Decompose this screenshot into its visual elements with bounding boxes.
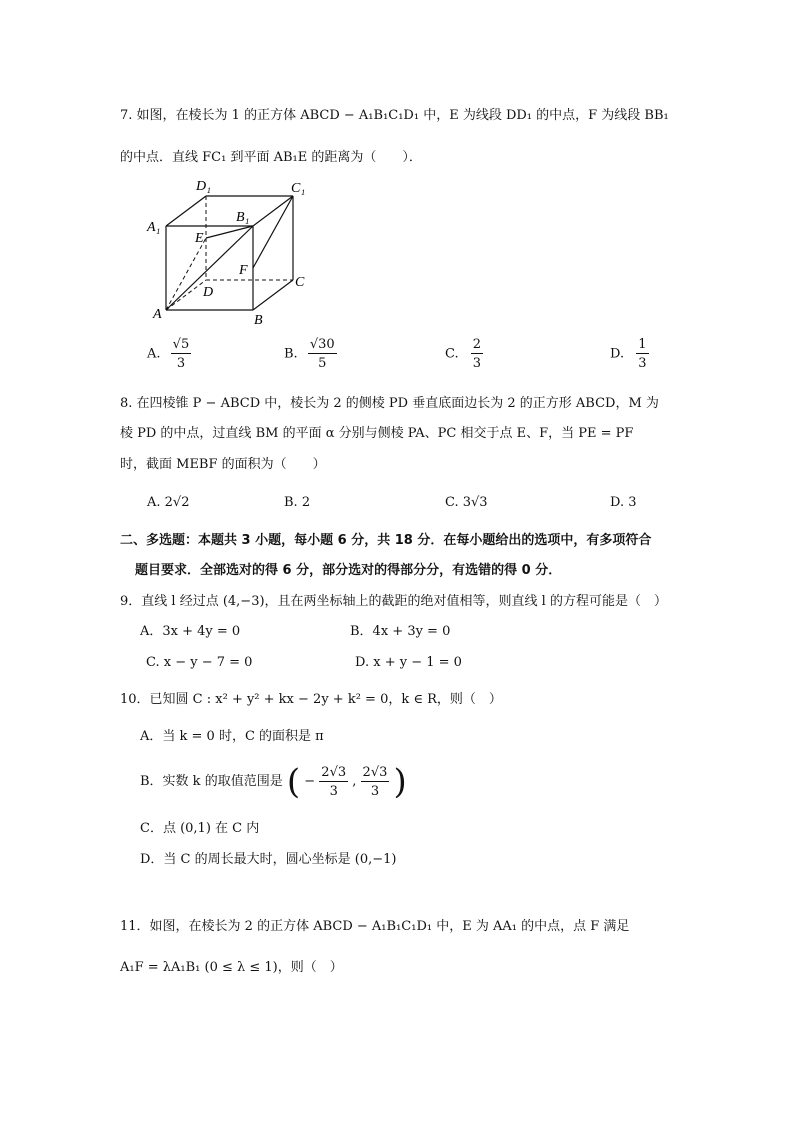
q7-option-b-num: √30 [309, 337, 335, 352]
q7-option-a-den: 3 [176, 356, 186, 371]
q11-stem-line2: A₁F = λA₁B₁ (0 ≤ λ ≤ 1)，则（ ） [120, 960, 343, 975]
label-B: B [254, 313, 263, 327]
q10-option-b-den2: 3 [370, 784, 380, 799]
q10-option-b-minus: − [304, 774, 316, 789]
label-C: C [295, 275, 305, 290]
q7-option-b[interactable] [284, 338, 337, 370]
q7-option-a-num: √5 [172, 337, 190, 352]
q8-option-c[interactable]: C. 3√3 [445, 495, 488, 510]
q10-option-b-comma: , [352, 774, 357, 789]
q9-option-c[interactable]: C. x − y − 7 = 0 [146, 655, 253, 670]
label-C1: C₁ [291, 181, 306, 196]
q10-stem: 10．已知圆 C : x² + y² + kx − 2y + k² = 0，k ∈ R，则（ ） [120, 692, 502, 707]
q10-option-a[interactable]: A．当 k = 0 时，C 的面积是 π [140, 729, 324, 744]
q7-option-a[interactable] [147, 338, 191, 370]
q8-stem-line1: 8. 在四棱锥 P − ABCD 中，棱长为 2 的侧棱 PD 垂直底面边长为 2 的正方形 ABCD，M 为 [120, 396, 659, 411]
q7-option-b-den: 5 [318, 356, 327, 371]
q8-option-d[interactable]: D. 3 [610, 495, 637, 510]
q7-option-d[interactable] [610, 338, 649, 370]
q7-option-c-den: 3 [472, 356, 482, 371]
q8-stem-line2: 棱 PD 的中点，过直线 BM 的平面 α 分别与侧棱 PA、PC 相交于点 E、F，当 PE = PF [120, 426, 634, 441]
q10-option-b-prefix: B．实数 k 的取值范围是 [140, 774, 283, 789]
label-A: A [153, 307, 162, 322]
q7-option-c-label: C. [445, 346, 459, 362]
q7-option-d-num: 1 [638, 337, 647, 352]
label-E: E [195, 231, 204, 246]
q10-option-c[interactable]: C．点 (0,1) 在 C 内 [140, 821, 260, 836]
q10-option-b-num1: 2√3 [321, 765, 347, 780]
q8-option-b[interactable]: B. 2 [284, 495, 311, 510]
label-D: D [203, 285, 214, 300]
cube-figure [140, 172, 330, 327]
q10-option-b-num2: 2√3 [362, 765, 388, 780]
q10-option-b-lparen: ( [286, 762, 301, 802]
q7-option-c[interactable] [445, 338, 483, 370]
q10-option-d[interactable]: D．当 C 的周长最大时，圆心坐标是 (0,−1) [140, 852, 397, 867]
q7-option-c-num: 2 [472, 337, 482, 352]
label-B1: B₁ [236, 210, 250, 225]
q11-stem-line1: 11．如图，在棱长为 2 的正方体 ABCD − A₁B₁C₁D₁ 中，E 为 AA₁ 的中点，点 F 满足 [120, 919, 630, 934]
q9-option-d[interactable]: D. x + y − 1 = 0 [355, 655, 462, 670]
q7-option-d-label: D. [610, 346, 625, 362]
q7-option-d-den: 3 [638, 356, 647, 371]
q10-option-b[interactable] [140, 762, 407, 802]
q9-stem: 9．直线 l 经过点 (4,−3)，且在两坐标轴上的截距的绝对值相等，则直线 l 的方程可能是（ ） [120, 594, 667, 609]
q7-option-a-label: A. [147, 346, 161, 362]
label-D1: D₁ [196, 179, 211, 194]
section2-heading-line1: 二、多选题：本题共 3 小题，每小题 6 分，共 18 分．在每小题给出的选项中，有多项符合 [120, 533, 652, 548]
q10-option-b-rparen: ) [393, 762, 407, 802]
label-F: F [239, 263, 248, 278]
q8-stem-line3: 时，截面 MEBF 的面积为（ ） [120, 457, 326, 472]
q7-option-b-label: B. [284, 346, 298, 362]
q10-option-b-den1: 3 [329, 784, 338, 799]
q7-stem-line2: 的中点．直线 FC₁ 到平面 AB₁E 的距离为（ ）． [120, 150, 422, 165]
q9-option-b[interactable]: B．4x + 3y = 0 [350, 624, 451, 639]
label-A1: A₁ [147, 220, 161, 235]
q7-stem-line1: 7. 如图，在棱长为 1 的正方体 ABCD − A₁B₁C₁D₁ 中，E 为线段 DD₁ 的中点，F 为线段 BB₁ [120, 108, 669, 123]
q8-option-a[interactable]: A. 2√2 [147, 495, 190, 510]
section2-heading-line2: 题目要求．全部选对的得 6 分，部分选对的得部分分，有选错的得 0 分． [135, 563, 562, 578]
q9-option-a[interactable]: A．3x + 4y = 0 [140, 624, 241, 639]
